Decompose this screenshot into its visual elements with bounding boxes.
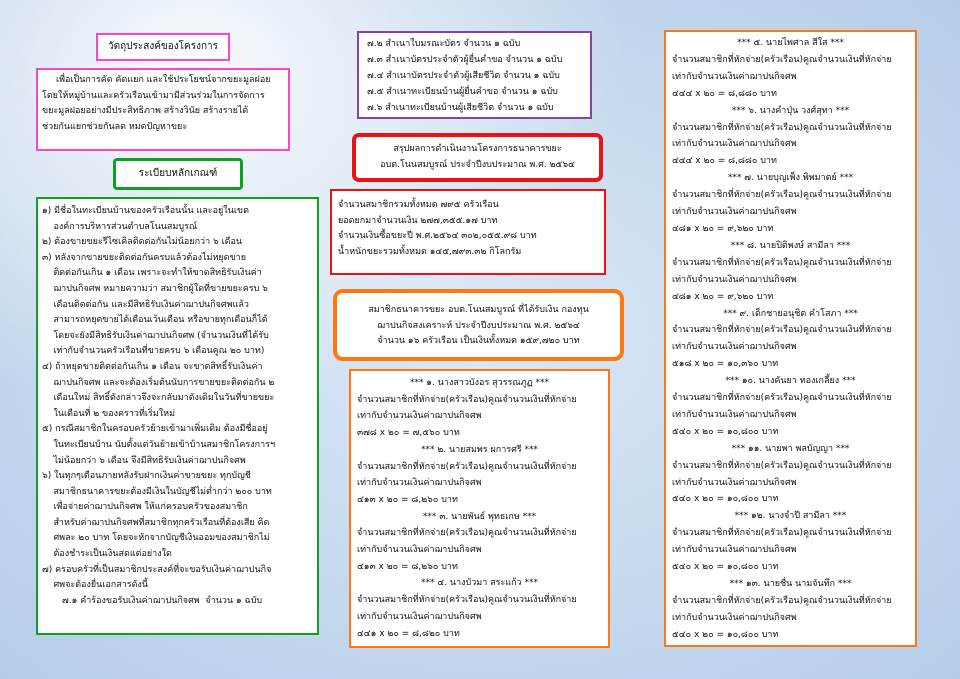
entry-description-2: เท่ากับจำนวนเงินค่าฌาปนกิจศพ — [357, 611, 482, 622]
entry-name: *** ๔. นางบัวมา สระแก้ว *** — [421, 578, 538, 589]
fund-title-line-2: ฌาปนกิจสงเคราะห์ ประจำปีงบประมาณ พ.ศ. ๒๕๖๔ — [377, 320, 580, 331]
entry-description-2: เท่ากับจำนวนเงินค่าฌาปนกิจศพ — [672, 409, 797, 420]
entry-description: จำนวนสมาชิกที่หักจ่าย(ครัวเรือน)คูณจำนวนเงินที่หักจ่าย — [672, 190, 892, 201]
entry-description-2: เท่ากับจำนวนเงินค่าฌาปนกิจศพ — [672, 207, 797, 218]
rule-line: เดือนติดต่อกัน และมีสิทธิรับเงินค่าฌาปนกิจศพแล้ว — [42, 299, 249, 310]
entry-calculation: ๔๔๔ x ๒๐ = ๘,๘๘๐ บาท — [672, 88, 777, 99]
entry-description: จำนวนสมาชิกที่หักจ่าย(ครัวเรือน)คูณจำนวนเงินที่หักจ่าย — [672, 54, 892, 65]
rule-line: ๗) ครอบครัวที่เป็นสมาชิกประสงค์ที่จะขอรับเงินค่าฌาปนกิจ — [42, 564, 272, 575]
fund-entries-list — [357, 375, 602, 642]
right-entries-list — [672, 35, 909, 644]
objective-line-3: ขยะมูลฝอยอย่างมีประสิทธิภาพ สร้างวินัย สร้างรายได้ — [42, 106, 249, 116]
rule-line: องค์การบริหารส่วนตำบลโนนสมบูรณ์ — [42, 221, 198, 232]
entry-description-2: เท่ากับจำนวนเงินค่าฌาปนกิจศพ — [672, 477, 797, 488]
fund-entry — [672, 576, 909, 644]
objective-line-2: โดยให้หมู่บ้านและครัวเรือนเข้ามามีส่วนร่วมในการจัดการ — [42, 90, 265, 101]
rule-line: ๕) กรณีสมาชิกในครอบครัวย้ายเข้ามาเพิ่มเติม ต้องมีชื่ออยู่ — [42, 424, 268, 435]
entry-calculation: ๔๑๓ x ๒๐ = ๘,๒๖๐ บาท — [357, 561, 458, 572]
rule-line: ๖) ในทุกๆเดือนภายหลังรับฝากเงินค่าขายขยะ ทุกบัญชี — [42, 471, 251, 482]
entry-name: *** ๗. นายบุญเพ็ง พิพมาตย์ *** — [727, 173, 854, 184]
entry-name: *** ๒. นายสมพร ผการศรี *** — [420, 444, 539, 455]
entry-description-2: เท่ากับจำนวนเงินค่าฌาปนกิจศพ — [672, 342, 797, 353]
rules-list — [42, 204, 313, 609]
entry-name: *** ๑. นางสาวบังอร สุวรรณภูฏ *** — [409, 378, 550, 388]
entry-description: จำนวนสมาชิกที่หักจ่าย(ครัวเรือน)คูณจำนวนเงินที่หักจ่าย — [672, 393, 892, 404]
entry-calculation: ๔๑๓ x ๒๐ = ๘,๒๖๐ บาท — [357, 494, 458, 505]
summary-members: จำนวนสมาชิกรวมทั้งหมด ๗๙๕ ครัวเรือน — [338, 200, 499, 210]
documents-list — [367, 36, 582, 116]
right-entries-box — [664, 30, 917, 647]
rule-line: สามารถหยุดขายได้เดือนเว้นเดือน หรือขายทุกเดือนก็ได้ — [42, 315, 268, 326]
rule-line: ๑) มีชื่อในทะเบียนบ้านของครัวเรือนนั้น และอยู่ในเขต — [42, 206, 249, 216]
rule-line: โดยจะยังมีสิทธิรับเงินค่าฌาปนกิจศพ (จำนวนเงินที่ได้รับ — [42, 330, 269, 341]
entry-description: จำนวนสมาชิกที่หักจ่าย(ครัวเรือน)คูณจำนวนเงินที่หักจ่าย — [357, 394, 577, 405]
entry-name: *** ๖. นางคำปุ่น วงศ์สุทา *** — [731, 105, 850, 116]
entry-calculation: ๕๔๐ x ๒๐ = ๑๐,๘๐๐ บาท — [672, 629, 779, 640]
entry-description-2: เท่ากับจำนวนเงินค่าฌาปนกิจศพ — [357, 478, 482, 489]
entry-description: จำนวนสมาชิกที่หักจ่าย(ครัวเรือน)คูณจำนวนเงินที่หักจ่าย — [672, 325, 892, 336]
rule-line: ในเดือนที่ ๒ ของคราวที่เริ่มใหม่ — [42, 408, 176, 419]
summary-title-line-1: สรุปผลการดำเนินงานโครงการธนาคารขยะ — [393, 144, 562, 154]
rule-line: เท่ากับจำนวนครัวเรือนที่ขายครบ ๖ เดือนคูณ ๒๐ บาท) — [42, 346, 265, 357]
entry-name: *** ๑๑. นายพา พลบัญญา *** — [731, 443, 850, 454]
entry-name: *** ๑๒. นางจำปี สามีลา *** — [734, 511, 847, 522]
rule-line: ฌาปนกิจศพ หมายความว่า สมาชิกผู้ใดที่ขายขยะครบ ๖ — [42, 283, 268, 294]
rules-title-box — [113, 158, 243, 190]
entry-name: *** ๑๓. นายชื่น นามจันทึก *** — [729, 579, 852, 589]
fund-entry — [672, 238, 909, 306]
entry-calculation: ๔๔๔ x ๒๐ = ๘,๘๘๐ บาท — [672, 156, 777, 167]
rules-title: ระเบียบหลักเกณฑ์ — [138, 168, 218, 179]
rule-line: ศพจะต้องยื่นเอกสารดังนี้ — [42, 580, 148, 591]
rule-line: สำหรับค่าฌาปนกิจศพที่สมาชิกทุกครัวเรือนที่ต้องเสีย คิด — [42, 517, 270, 528]
summary-box — [330, 189, 606, 275]
fund-entry — [672, 170, 909, 238]
document-item: ๗.๒ สำเนาใบมรณะบัตร จำนวน ๑ ฉบับ — [367, 39, 521, 49]
rules-box — [36, 197, 319, 635]
rule-line: เดือนใหม่ สิทธิ์ดังกล่าวจึงจะกลับมาดังเดิมในวันที่ขายขยะ — [42, 393, 275, 404]
entry-name: *** ๑๐. นางคันยา ทองเกลี้ยง *** — [725, 376, 856, 387]
fund-title-box — [333, 289, 624, 361]
entry-name: *** ๘. นายปิติพงษ์ สามีลา *** — [730, 240, 851, 251]
summary-purchase: จำนวนเงินซื้อขยะปี พ.ศ.๒๕๖๔ ๓๐๒,๐๕๕.๙๘ บาท — [338, 231, 537, 241]
entry-description-2: เท่ากับจำนวนเงินค่าฌาปนกิจศพ — [357, 411, 482, 422]
rule-line: ติดต่อกันเกิน ๑ เดือน เพราะจะทำให้ขาดสิทธิรับเงินค่า — [42, 268, 262, 279]
fund-title-line-3: จำนวน ๑๖ ครัวเรือน เป็นเงินทั้งหมด ๑๕๙,๗๒๐ บาท — [377, 336, 580, 346]
rule-line: เพื่อจ่ายค่าฌาปนกิจศพ ให้แก่ครอบครัวของสมาชิก — [42, 502, 248, 513]
entry-name: *** ๓. นายพันธ์ พุทธเกษ *** — [422, 511, 537, 522]
rule-line: ๔) ถ้าหยุดขายติดต่อกันเกิน ๑ เดือน จะขาดสิทธิ์รับเงินค่า — [42, 361, 263, 372]
entry-calculation: ๕๔๐ x ๒๐ = ๑๐,๘๐๐ บาท — [672, 426, 779, 437]
entry-description-2: เท่ากับจำนวนเงินค่าฌาปนกิจศพ — [672, 274, 797, 285]
entry-description: จำนวนสมาชิกที่หักจ่าย(ครัวเรือน)คูณจำนวนเงินที่หักจ่าย — [672, 528, 892, 539]
entry-calculation: ๔๘๑ x ๒๐ = ๙,๖๒๐ บาท — [672, 223, 774, 234]
fund-entry — [357, 375, 602, 442]
objective-line-1: เพื่อเป็นการคัด คัดแยก และใช้ประโยชน์จากขยะมูลฝอย — [56, 75, 271, 85]
rule-line: ต้องชำระเป็นเงินสดแต่อย่างใด — [42, 549, 172, 560]
objective-title-box — [96, 33, 230, 61]
entry-description-2: เท่ากับจำนวนเงินค่าฌาปนกิจศพ — [672, 139, 797, 150]
fund-entry — [672, 103, 909, 171]
entry-description-2: เท่ากับจำนวนเงินค่าฌาปนกิจศพ — [357, 545, 482, 556]
rule-line: ไม่น้อยกว่า ๖ เดือน จึงมีสิทธิรับเงินค่าฌาปนกิจศพ — [42, 455, 246, 466]
summary-carried-forward: ยอดยกมาจำนวนเงิน ๒๗๗,๓๕๕.๑๗ บาท — [338, 215, 498, 226]
document-item: ๗.๖ สำเนาทะเบียนบ้านผู้เสียชีวิต จำนวน ๑ ฉบับ — [367, 103, 554, 113]
fund-entry — [672, 508, 909, 576]
fund-entry — [357, 442, 602, 509]
entry-calculation: ๕๔๐ x ๒๐ = ๑๐,๘๐๐ บาท — [672, 494, 779, 505]
fund-entry — [672, 306, 909, 374]
document-item: ๗.๓ สำเนาบัตรประจำตัวผู้ยื่นคำขอ จำนวน ๑ ฉบับ — [367, 55, 563, 65]
entry-description: จำนวนสมาชิกที่หักจ่าย(ครัวเรือน)คูณจำนวนเงินที่หักจ่าย — [672, 122, 892, 133]
entry-description: จำนวนสมาชิกที่หักจ่าย(ครัวเรือน)คูณจำนวนเงินที่หักจ่าย — [357, 461, 577, 472]
summary-weight: น้ำหนักขยะรวมทั้งหมด ๑๔๕,๗๙๓.๓๒ กิโลกรัม — [338, 246, 522, 257]
entry-description: จำนวนสมาชิกที่หักจ่าย(ครัวเรือน)คูณจำนวนเงินที่หักจ่าย — [357, 595, 577, 606]
summary-title-line-2: อบต.โนนสมบูรณ์ ประจำปีงบประมาณ พ.ศ. ๒๕๖๔ — [380, 159, 575, 170]
entry-calculation: ๓๗๘ x ๒๐ = ๗,๕๖๐ บาท — [357, 428, 460, 439]
documents-box — [357, 31, 592, 119]
rule-line: ฌาปนกิจศพ และจะต้องเริ่มต้นนับการขายขยะติดต่อกัน ๒ — [42, 377, 275, 388]
entry-description-2: เท่ากับจำนวนเงินค่าฌาปนกิจศพ — [672, 71, 797, 82]
entry-calculation: ๕๔๐ x ๒๐ = ๑๐,๘๐๐ บาท — [672, 562, 779, 573]
entry-description: จำนวนสมาชิกที่หักจ่าย(ครัวเรือน)คูณจำนวนเงินที่หักจ่าย — [672, 595, 892, 606]
entry-description-2: เท่ากับจำนวนเงินค่าฌาปนกิจศพ — [672, 545, 797, 556]
entry-calculation: ๔๘๑ x ๒๐ = ๙,๖๒๐ บาท — [672, 291, 774, 302]
entry-description: จำนวนสมาชิกที่หักจ่าย(ครัวเรือน)คูณจำนวนเงินที่หักจ่าย — [357, 528, 577, 539]
entry-description: จำนวนสมาชิกที่หักจ่าย(ครัวเรือน)คูณจำนวนเงินที่หักจ่าย — [672, 460, 892, 471]
entry-calculation: ๕๑๘ x ๒๐ = ๑๐,๓๖๐ บาท — [672, 359, 779, 370]
fund-title-line-1: สมาชิกธนาคารขยะ อบต.โนนสมบูรณ์ ที่ได้รับเงิน กองทุน — [368, 305, 589, 315]
rule-line: ๓) หลังจากขายขยะติดต่อกันครบแล้วต้องไม่หยุดขาย — [42, 252, 246, 263]
fund-entry — [357, 575, 602, 642]
objective-box — [36, 68, 290, 151]
objective-line-4: ช่วยกันแยกช่วยกันลด หมดปัญหาขยะ — [42, 121, 188, 132]
rule-line: ศพละ ๒๐ บาท โดยจะหักจากบัญชีเงินออมของสมาชิกไม่ — [42, 533, 270, 544]
entry-name: *** ๙. เด็กชายอนุชิต คำโสภา *** — [723, 308, 858, 319]
entry-name: *** ๕. นายไพศาล สีใส *** — [737, 38, 844, 48]
rule-line: ๒) ต้องขายขยะรีไซเคิลติดต่อกันไม่น้อยกว่า ๖ เดือน — [42, 237, 243, 248]
rule-line: สมาชิกธนาคารขยะต้องมีเงินในบัญชีไม่ต่ำกว่า ๒๐๐ บาท — [42, 486, 272, 497]
entry-description: จำนวนสมาชิกที่หักจ่าย(ครัวเรือน)คูณจำนวนเงินที่หักจ่าย — [672, 257, 892, 268]
document-item: ๗.๕ สำเนาทะเบียนบ้านผู้ยื่นคำขอ จำนวน ๑ ฉบับ — [367, 87, 558, 97]
entry-calculation: ๔๔๑ x ๒๐ = ๘,๘๒๐ บาท — [357, 628, 460, 639]
objective-title: วัตถุประสงค์ของโครงการ — [107, 41, 218, 52]
fund-entries-box — [349, 369, 610, 648]
rule-line: ในทะเบียนบ้าน นับตั้งแต่วันย้ายเข้าบ้านสมาชิกโครงการฯ — [42, 439, 276, 450]
fund-entry — [672, 35, 909, 103]
document-item: ๗.๔ สำเนาบัตรประจำตัวผู้เสียชีวิต จำนวน ๑ ฉบับ — [367, 71, 560, 81]
entry-description-2: เท่ากับจำนวนเงินค่าฌาปนกิจศพ — [672, 612, 797, 623]
summary-title-box — [352, 133, 603, 182]
fund-entry — [672, 441, 909, 509]
fund-entry — [357, 509, 602, 576]
fund-entry — [672, 373, 909, 441]
rule-line: ๗.๑ คำร้องขอรับเงินค่าฌาปนกิจศพ จำนวน ๑ ฉบับ — [42, 595, 263, 606]
